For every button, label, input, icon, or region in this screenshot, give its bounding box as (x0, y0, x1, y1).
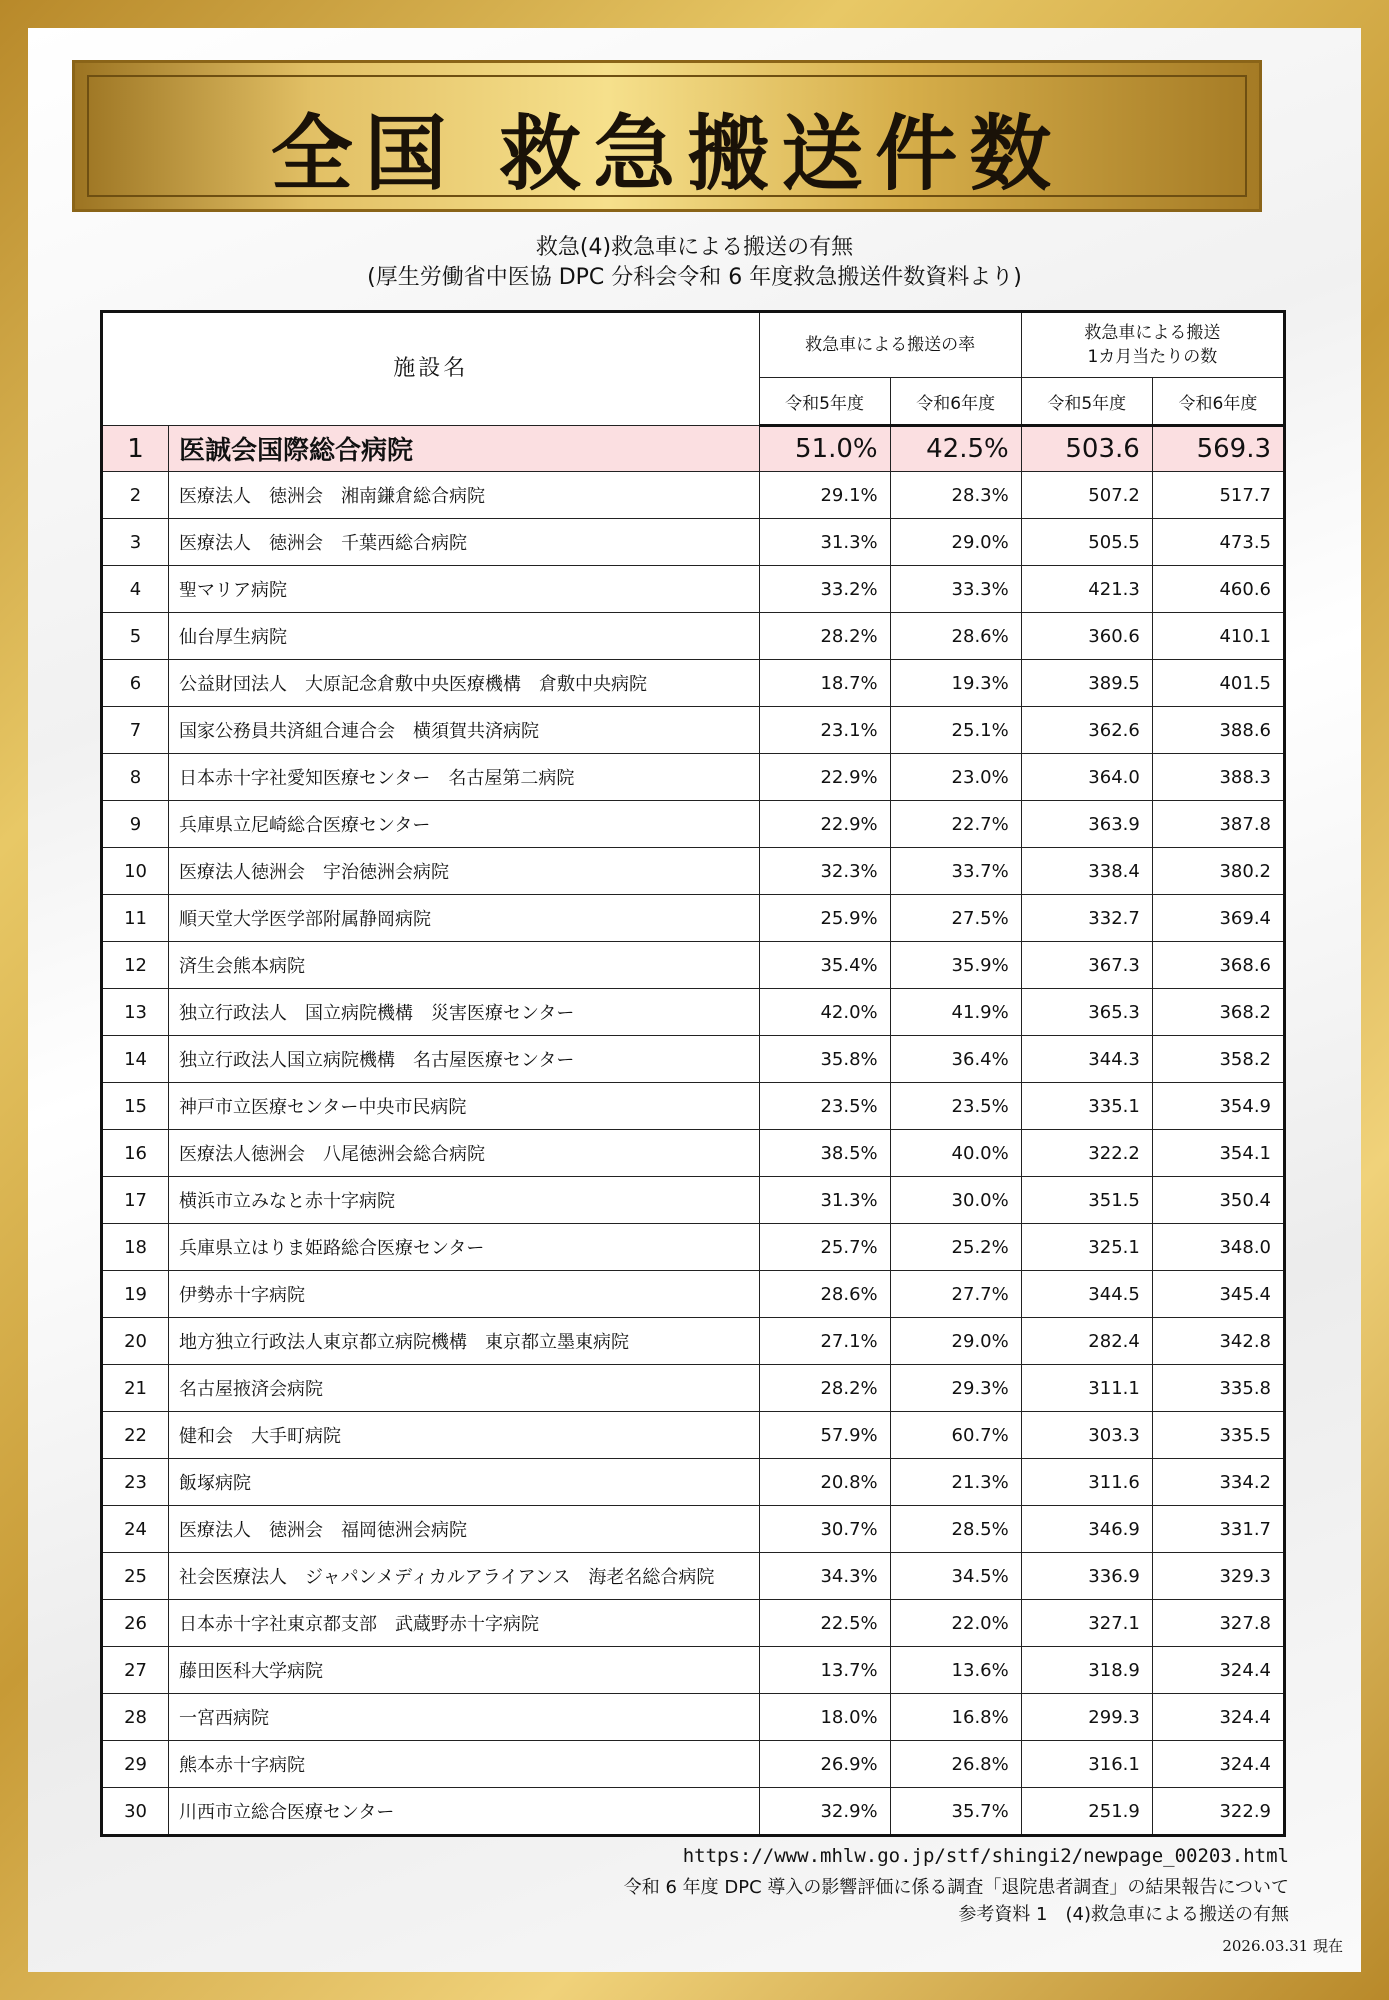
rate-r5-cell: 26.9% (759, 1741, 890, 1788)
page-title: 全国 救急搬送件数 (270, 106, 1064, 202)
table-row (103, 613, 1284, 660)
facility-name-cell: 飯塚病院 (169, 1459, 760, 1506)
rate-r6-cell: 35.9% (890, 942, 1021, 989)
ranking-table (102, 312, 1284, 1835)
rank-cell: 7 (103, 707, 169, 754)
count-r6-cell: 329.3 (1152, 1553, 1283, 1600)
count-r5-cell: 325.1 (1021, 1224, 1152, 1271)
table-row (103, 1036, 1284, 1083)
count-r6-cell: 324.4 (1152, 1647, 1283, 1694)
title-banner (72, 60, 1262, 212)
rate-r5-cell: 22.9% (759, 801, 890, 848)
count-r6-cell: 368.2 (1152, 989, 1283, 1036)
count-r6-cell: 460.6 (1152, 566, 1283, 613)
rank-cell: 24 (103, 1506, 169, 1553)
rate-r5-cell: 42.0% (759, 989, 890, 1036)
rate-r6-cell: 36.4% (890, 1036, 1021, 1083)
count-r6-cell: 348.0 (1152, 1224, 1283, 1271)
table-row (103, 1647, 1284, 1694)
count-r6-cell: 388.6 (1152, 707, 1283, 754)
rate-r6-cell: 30.0% (890, 1177, 1021, 1224)
rate-r5-cell: 28.2% (759, 613, 890, 660)
rank-cell: 22 (103, 1412, 169, 1459)
rate-r5-cell: 35.8% (759, 1036, 890, 1083)
rate-r5-cell: 28.6% (759, 1271, 890, 1318)
facility-name-cell: 医療法人 徳洲会 千葉西総合病院 (169, 519, 760, 566)
facility-name-cell: 済生会熊本病院 (169, 942, 760, 989)
count-r6-cell: 569.3 (1152, 426, 1283, 472)
table-row (103, 472, 1284, 519)
count-r6-cell: 473.5 (1152, 519, 1283, 566)
rank-cell: 11 (103, 895, 169, 942)
facility-name-cell: 名古屋掖済会病院 (169, 1365, 760, 1412)
rate-r5-cell: 31.3% (759, 1177, 890, 1224)
count-r6-cell: 331.7 (1152, 1506, 1283, 1553)
rate-r6-cell: 23.5% (890, 1083, 1021, 1130)
count-r6-cell: 350.4 (1152, 1177, 1283, 1224)
rate-r6-cell: 42.5% (890, 426, 1021, 472)
table-row (103, 942, 1284, 989)
rank-cell: 12 (103, 942, 169, 989)
count-r5-cell: 318.9 (1021, 1647, 1152, 1694)
header-count-line2: 1カ月当たりの数 (1087, 347, 1218, 367)
rank-cell: 29 (103, 1741, 169, 1788)
rank-cell: 25 (103, 1553, 169, 1600)
facility-name-cell: 独立行政法人 国立病院機構 災害医療センター (169, 989, 760, 1036)
count-r5-cell: 335.1 (1021, 1083, 1152, 1130)
count-r5-cell: 362.6 (1021, 707, 1152, 754)
facility-name-cell: 一宮西病院 (169, 1694, 760, 1741)
rate-r6-cell: 33.3% (890, 566, 1021, 613)
count-r6-cell: 334.2 (1152, 1459, 1283, 1506)
count-r5-cell: 327.1 (1021, 1600, 1152, 1647)
rate-r5-cell: 18.0% (759, 1694, 890, 1741)
count-r5-cell: 344.5 (1021, 1271, 1152, 1318)
rank-cell: 30 (103, 1788, 169, 1835)
count-r5-cell: 503.6 (1021, 426, 1152, 472)
table-row (103, 566, 1284, 613)
rate-r5-cell: 30.7% (759, 1506, 890, 1553)
rank-cell: 5 (103, 613, 169, 660)
rank-cell: 6 (103, 660, 169, 707)
rank-cell: 23 (103, 1459, 169, 1506)
count-r5-cell: 365.3 (1021, 989, 1152, 1036)
facility-name-cell: 医療法人 徳洲会 福岡徳洲会病院 (169, 1506, 760, 1553)
source-reference: 参考資料 1 (4)救急車による搬送の有無 (958, 1904, 1289, 1925)
count-r5-cell: 389.5 (1021, 660, 1152, 707)
rate-r6-cell: 26.8% (890, 1741, 1021, 1788)
rank-cell: 1 (103, 426, 169, 472)
facility-name-cell: 地方独立行政法人東京都立病院機構 東京都立墨東病院 (169, 1318, 760, 1365)
table-row (103, 895, 1284, 942)
count-r6-cell: 327.8 (1152, 1600, 1283, 1647)
count-r6-cell: 322.9 (1152, 1788, 1283, 1835)
count-r6-cell: 517.7 (1152, 472, 1283, 519)
facility-name-cell: 社会医療法人 ジャパンメディカルアライアンス 海老名総合病院 (169, 1553, 760, 1600)
table-row (103, 660, 1284, 707)
table-row (103, 1130, 1284, 1177)
rank-cell: 16 (103, 1130, 169, 1177)
header-count-group (1021, 313, 1283, 378)
rate-r6-cell: 60.7% (890, 1412, 1021, 1459)
header-rate-r5: 令和5年度 (759, 378, 890, 426)
rate-r6-cell: 21.3% (890, 1459, 1021, 1506)
table-row (103, 1318, 1284, 1365)
count-r5-cell: 344.3 (1021, 1036, 1152, 1083)
table-row (103, 1600, 1284, 1647)
header-count-r5: 令和5年度 (1021, 378, 1152, 426)
subtitle-line1: 救急(4)救急車による搬送の有無 (535, 235, 854, 260)
count-r5-cell: 421.3 (1021, 566, 1152, 613)
header-count-r6: 令和6年度 (1152, 378, 1283, 426)
rate-r5-cell: 25.9% (759, 895, 890, 942)
facility-name-cell: 健和会 大手町病院 (169, 1412, 760, 1459)
rate-r6-cell: 34.5% (890, 1553, 1021, 1600)
count-r6-cell: 410.1 (1152, 613, 1283, 660)
facility-name-cell: 医療法人徳洲会 八尾徳洲会総合病院 (169, 1130, 760, 1177)
rate-r6-cell: 35.7% (890, 1788, 1021, 1835)
rank-cell: 14 (103, 1036, 169, 1083)
count-r6-cell: 335.5 (1152, 1412, 1283, 1459)
rank-cell: 20 (103, 1318, 169, 1365)
count-r5-cell: 505.5 (1021, 519, 1152, 566)
count-r6-cell: 368.6 (1152, 942, 1283, 989)
facility-name-cell: 独立行政法人国立病院機構 名古屋医療センター (169, 1036, 760, 1083)
header-facility-name: 施設名 (103, 313, 760, 426)
table-row (103, 848, 1284, 895)
count-r5-cell: 251.9 (1021, 1788, 1152, 1835)
rank-cell: 13 (103, 989, 169, 1036)
rank-cell: 4 (103, 566, 169, 613)
rank-cell: 19 (103, 1271, 169, 1318)
rate-r5-cell: 23.5% (759, 1083, 890, 1130)
rate-r5-cell: 27.1% (759, 1318, 890, 1365)
as-of-date: 2026.03.31 現在 (1222, 1937, 1343, 1955)
count-r5-cell: 299.3 (1021, 1694, 1152, 1741)
count-r6-cell: 354.9 (1152, 1083, 1283, 1130)
rate-r6-cell: 29.0% (890, 519, 1021, 566)
rank-cell: 27 (103, 1647, 169, 1694)
table-row (103, 1412, 1284, 1459)
count-r5-cell: 346.9 (1021, 1506, 1152, 1553)
count-r6-cell: 388.3 (1152, 754, 1283, 801)
rate-r6-cell: 27.5% (890, 895, 1021, 942)
facility-name-cell: 順天堂大学医学部附属静岡病院 (169, 895, 760, 942)
rank-cell: 9 (103, 801, 169, 848)
rank-cell: 8 (103, 754, 169, 801)
rank-cell: 28 (103, 1694, 169, 1741)
facility-name-cell: 藤田医科大学病院 (169, 1647, 760, 1694)
table-body (103, 426, 1284, 1835)
count-r5-cell: 316.1 (1021, 1741, 1152, 1788)
table-row (103, 989, 1284, 1036)
rate-r5-cell: 57.9% (759, 1412, 890, 1459)
rate-r5-cell: 13.7% (759, 1647, 890, 1694)
facility-name-cell: 医誠会国際総合病院 (169, 426, 760, 472)
count-r5-cell: 351.5 (1021, 1177, 1152, 1224)
rate-r6-cell: 25.2% (890, 1224, 1021, 1271)
table-row (103, 1788, 1284, 1835)
rate-r6-cell: 29.3% (890, 1365, 1021, 1412)
rank-cell: 17 (103, 1177, 169, 1224)
rate-r5-cell: 34.3% (759, 1553, 890, 1600)
header-rate-group: 救急車による搬送の率 (759, 313, 1021, 378)
rate-r5-cell: 28.2% (759, 1365, 890, 1412)
table-row (103, 801, 1284, 848)
count-r5-cell: 282.4 (1021, 1318, 1152, 1365)
rate-r5-cell: 29.1% (759, 472, 890, 519)
rate-r5-cell: 22.5% (759, 1600, 890, 1647)
rate-r6-cell: 19.3% (890, 660, 1021, 707)
rate-r5-cell: 31.3% (759, 519, 890, 566)
header-count-line1: 救急車による搬送 (1084, 323, 1221, 343)
count-r5-cell: 311.1 (1021, 1365, 1152, 1412)
facility-name-cell: 兵庫県立はりま姫路総合医療センター (169, 1224, 760, 1271)
rate-r5-cell: 20.8% (759, 1459, 890, 1506)
rate-r5-cell: 25.7% (759, 1224, 890, 1271)
rate-r5-cell: 38.5% (759, 1130, 890, 1177)
table-row (103, 707, 1284, 754)
table-row (103, 1694, 1284, 1741)
rate-r6-cell: 22.0% (890, 1600, 1021, 1647)
source-title: 令和 6 年度 DPC 導入の影響評価に係る調査「退院患者調査」の結果報告について (623, 1877, 1289, 1898)
subtitle-line2: (厚生労働省中医協 DPC 分科会令和 6 年度救急搬送件数資料より) (367, 265, 1022, 290)
rate-r5-cell: 35.4% (759, 942, 890, 989)
rate-r6-cell: 33.7% (890, 848, 1021, 895)
rate-r6-cell: 23.0% (890, 754, 1021, 801)
table-row (103, 1459, 1284, 1506)
rank-cell: 3 (103, 519, 169, 566)
rate-r5-cell: 23.1% (759, 707, 890, 754)
table-row (103, 1083, 1284, 1130)
count-r5-cell: 360.6 (1021, 613, 1152, 660)
count-r6-cell: 324.4 (1152, 1741, 1283, 1788)
rate-r5-cell: 22.9% (759, 754, 890, 801)
facility-name-cell: 医療法人徳洲会 宇治徳洲会病院 (169, 848, 760, 895)
rate-r6-cell: 28.6% (890, 613, 1021, 660)
count-r6-cell: 345.4 (1152, 1271, 1283, 1318)
rank-cell: 2 (103, 472, 169, 519)
header-rate-r6: 令和6年度 (890, 378, 1021, 426)
rate-r6-cell: 28.3% (890, 472, 1021, 519)
facility-name-cell: 国家公務員共済組合連合会 横須賀共済病院 (169, 707, 760, 754)
facility-name-cell: 川西市立総合医療センター (169, 1788, 760, 1835)
facility-name-cell: 日本赤十字社東京都支部 武蔵野赤十字病院 (169, 1600, 760, 1647)
rate-r5-cell: 32.3% (759, 848, 890, 895)
count-r6-cell: 401.5 (1152, 660, 1283, 707)
count-r6-cell: 380.2 (1152, 848, 1283, 895)
rate-r5-cell: 18.7% (759, 660, 890, 707)
rank-cell: 15 (103, 1083, 169, 1130)
rate-r6-cell: 29.0% (890, 1318, 1021, 1365)
facility-name-cell: 兵庫県立尼崎総合医療センター (169, 801, 760, 848)
count-r6-cell: 354.1 (1152, 1130, 1283, 1177)
count-r5-cell: 367.3 (1021, 942, 1152, 989)
rate-r6-cell: 25.1% (890, 707, 1021, 754)
facility-name-cell: 仙台厚生病院 (169, 613, 760, 660)
rate-r6-cell: 27.7% (890, 1271, 1021, 1318)
table-row (103, 519, 1284, 566)
count-r5-cell: 322.2 (1021, 1130, 1152, 1177)
count-r5-cell: 363.9 (1021, 801, 1152, 848)
facility-name-cell: 公益財団法人 大原記念倉敷中央医療機構 倉敷中央病院 (169, 660, 760, 707)
rank-cell: 26 (103, 1600, 169, 1647)
rate-r5-cell: 33.2% (759, 566, 890, 613)
facility-name-cell: 聖マリア病院 (169, 566, 760, 613)
count-r6-cell: 324.4 (1152, 1694, 1283, 1741)
table-row (103, 1271, 1284, 1318)
facility-name-cell: 神戸市立医療センター中央市民病院 (169, 1083, 760, 1130)
table-row (103, 1224, 1284, 1271)
table-row (103, 1177, 1284, 1224)
facility-name-cell: 日本赤十字社愛知医療センター 名古屋第二病院 (169, 754, 760, 801)
rank-cell: 10 (103, 848, 169, 895)
rate-r5-cell: 51.0% (759, 426, 890, 472)
facility-name-cell: 伊勢赤十字病院 (169, 1271, 760, 1318)
table-row (103, 1365, 1284, 1412)
table-row (103, 1741, 1284, 1788)
count-r6-cell: 387.8 (1152, 801, 1283, 848)
rate-r6-cell: 41.9% (890, 989, 1021, 1036)
rank-cell: 18 (103, 1224, 169, 1271)
table-row (103, 426, 1284, 472)
count-r5-cell: 332.7 (1021, 895, 1152, 942)
facility-name-cell: 医療法人 徳洲会 湘南鎌倉総合病院 (169, 472, 760, 519)
count-r6-cell: 358.2 (1152, 1036, 1283, 1083)
table-row (103, 1553, 1284, 1600)
count-r6-cell: 342.8 (1152, 1318, 1283, 1365)
count-r6-cell: 335.8 (1152, 1365, 1283, 1412)
count-r5-cell: 336.9 (1021, 1553, 1152, 1600)
count-r6-cell: 369.4 (1152, 895, 1283, 942)
rate-r6-cell: 13.6% (890, 1647, 1021, 1694)
rate-r6-cell: 16.8% (890, 1694, 1021, 1741)
facility-name-cell: 横浜市立みなと赤十字病院 (169, 1177, 760, 1224)
rate-r5-cell: 32.9% (759, 1788, 890, 1835)
count-r5-cell: 303.3 (1021, 1412, 1152, 1459)
count-r5-cell: 311.6 (1021, 1459, 1152, 1506)
count-r5-cell: 507.2 (1021, 472, 1152, 519)
count-r5-cell: 338.4 (1021, 848, 1152, 895)
rate-r6-cell: 28.5% (890, 1506, 1021, 1553)
table-row (103, 1506, 1284, 1553)
table-row (103, 754, 1284, 801)
rate-r6-cell: 22.7% (890, 801, 1021, 848)
facility-name-cell: 熊本赤十字病院 (169, 1741, 760, 1788)
source-url: https://www.mhlw.go.jp/stf/shingi2/newpage_00203.html (682, 1845, 1289, 1867)
rank-cell: 21 (103, 1365, 169, 1412)
count-r5-cell: 364.0 (1021, 754, 1152, 801)
rate-r6-cell: 40.0% (890, 1130, 1021, 1177)
